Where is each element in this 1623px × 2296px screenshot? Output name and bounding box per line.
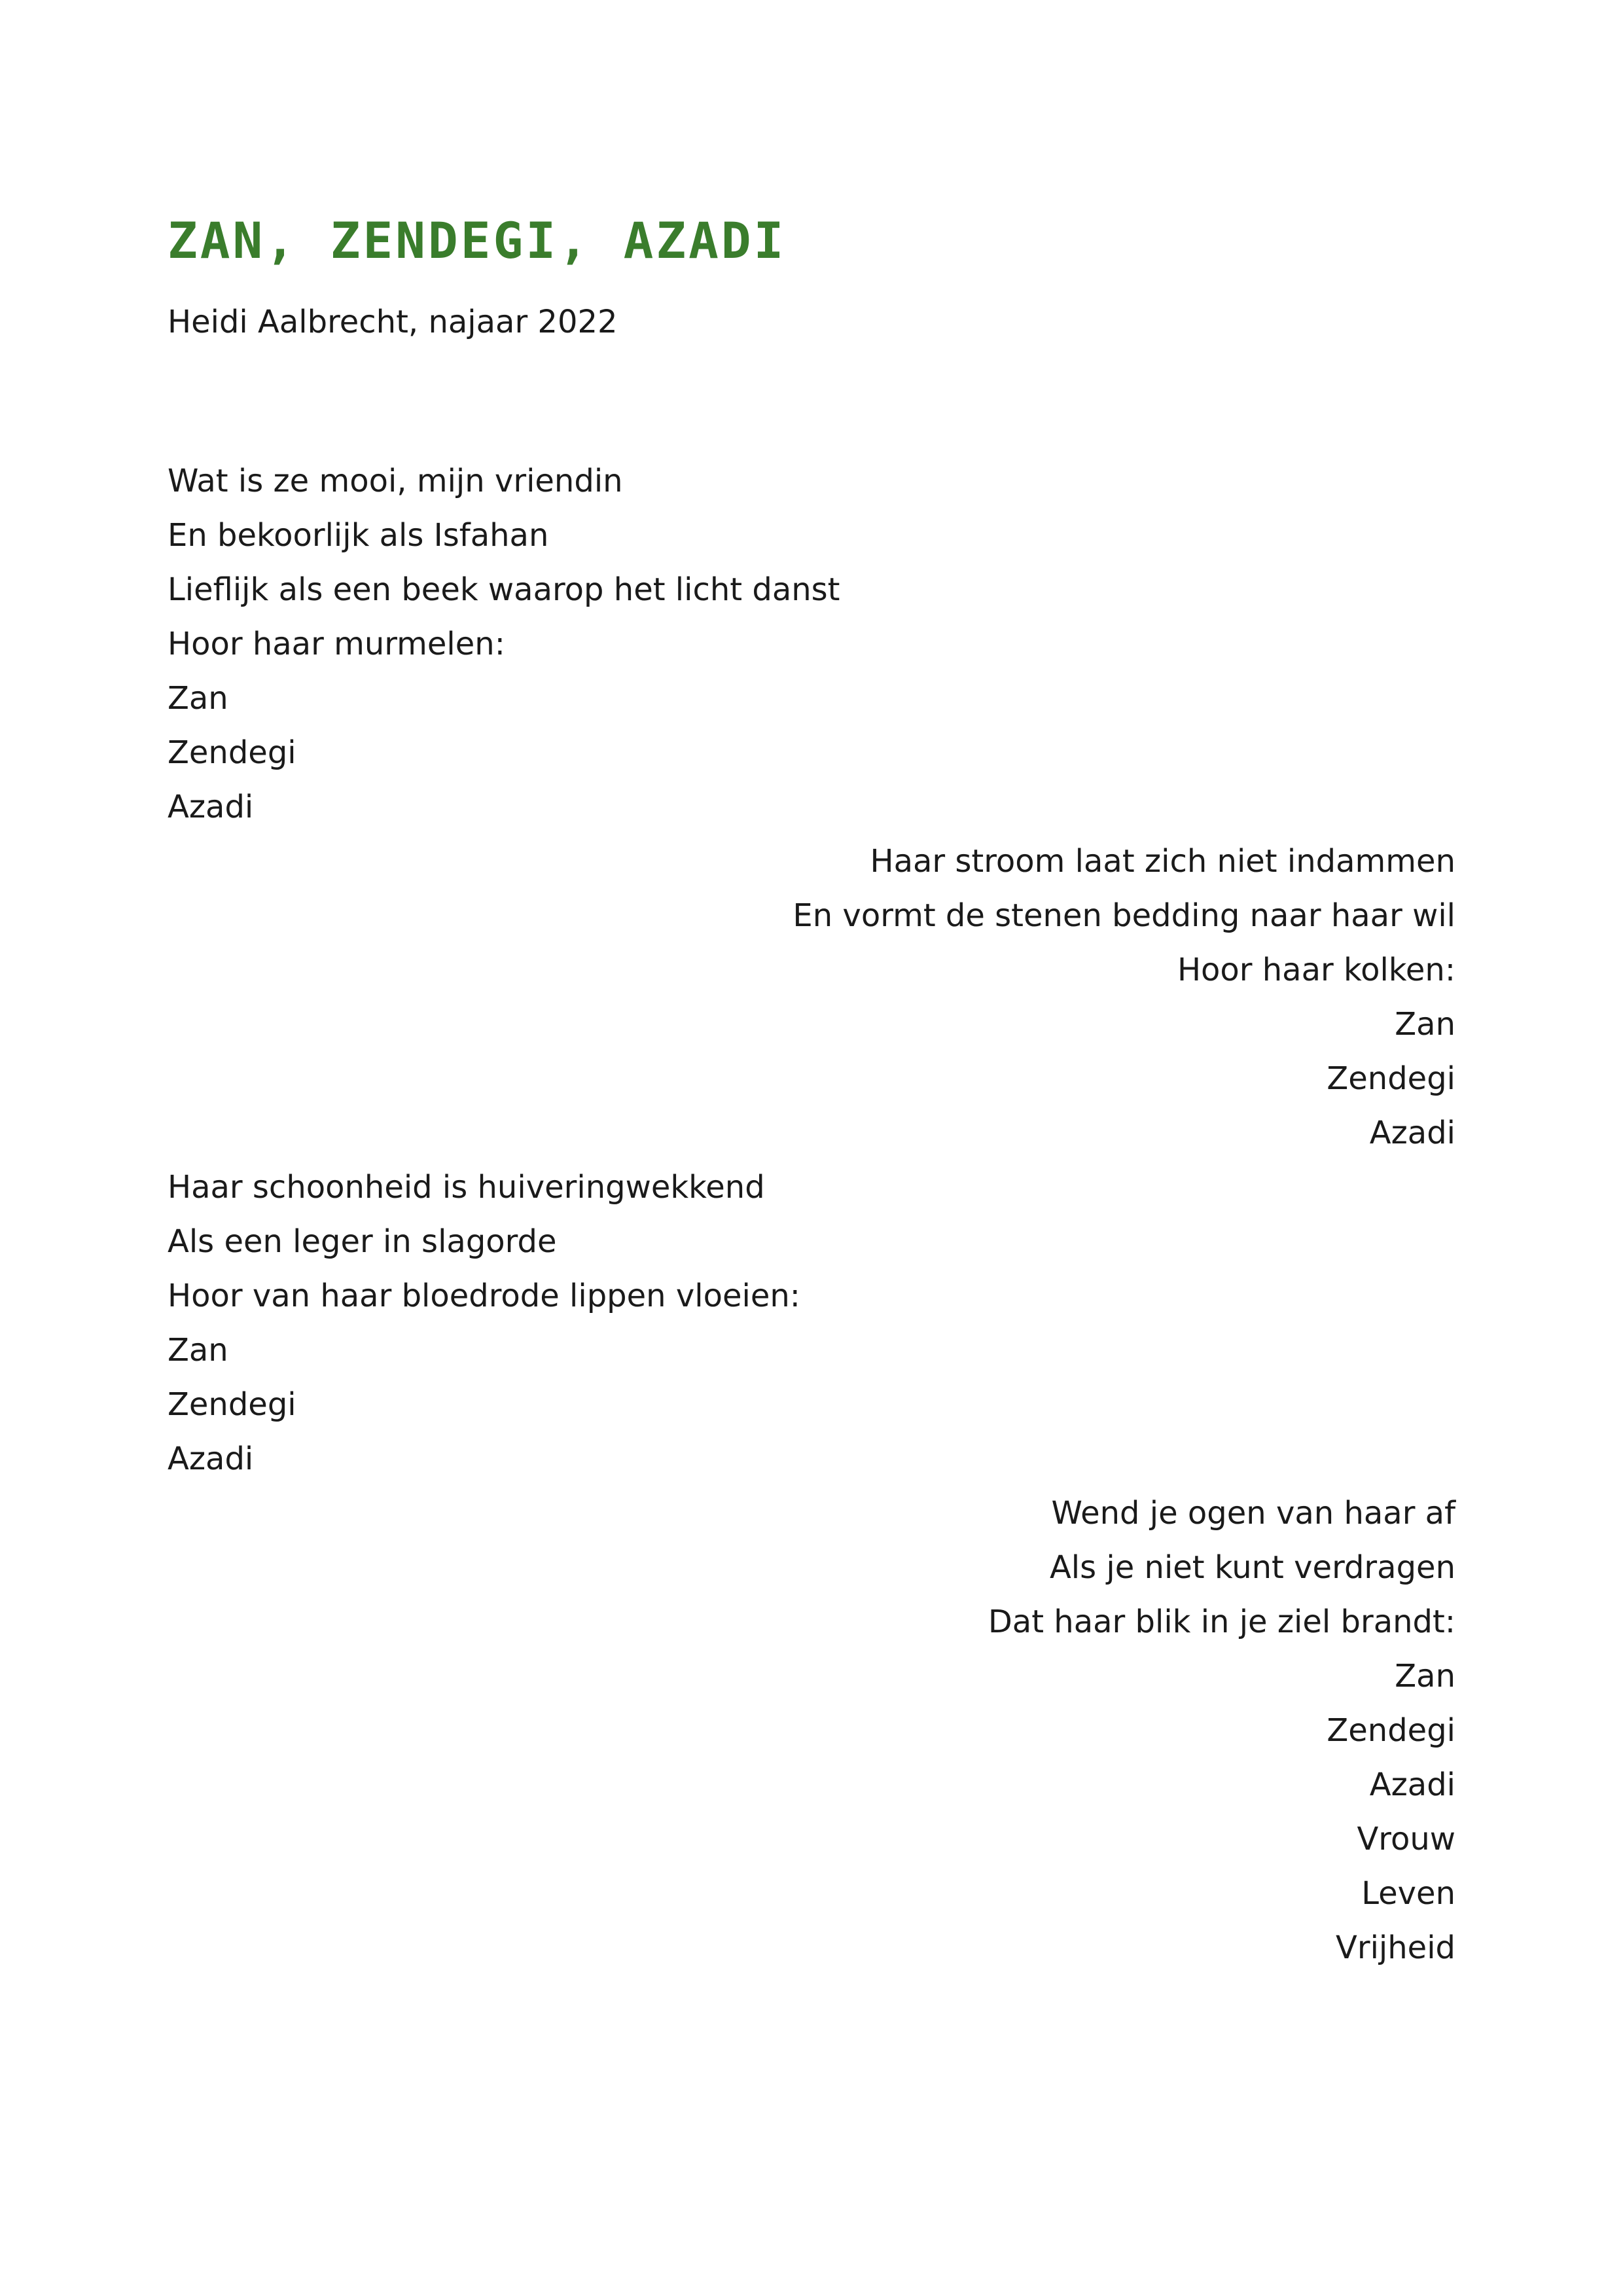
- poem-line: Zan: [168, 680, 228, 717]
- poem-line: Wat is ze mooi, mijn vriendin: [168, 463, 623, 499]
- poem-line: Haar stroom laat zich niet indammen: [870, 843, 1455, 880]
- poem-line: Azadi: [1369, 1115, 1455, 1151]
- poem-line: Azadi: [168, 789, 254, 825]
- poem-line: Wend je ogen van haar af: [1051, 1495, 1455, 1532]
- poem-line: Hoor van haar bloedrode lippen vloeien:: [168, 1278, 800, 1314]
- stanza-4: [168, 1486, 1455, 1975]
- poem-line: Azadi: [168, 1441, 254, 1477]
- poem-line: Vrouw: [1357, 1821, 1455, 1857]
- poem-line: Zendegi: [168, 1386, 296, 1423]
- poem-line: En bekoorlijk als Isfahan: [168, 517, 549, 554]
- poem-line: Vrijheid: [1336, 1929, 1455, 1966]
- poem-line: En vormt de stenen bedding naar haar wil: [793, 897, 1455, 934]
- poem-line: Hoor haar murmelen:: [168, 626, 505, 662]
- poem-line: Zan: [1395, 1658, 1455, 1695]
- poem-author-date: Heidi Aalbrecht, najaar 2022: [168, 304, 618, 340]
- stanza-3: [168, 1160, 1455, 1486]
- poem-line: Lieflijk als een beek waarop het licht danst: [168, 571, 840, 608]
- poem-line: Als je niet kunt verdragen: [1049, 1549, 1455, 1586]
- poem-line: Zendegi: [168, 734, 296, 771]
- poem-title: ZAN, ZENDEGI, AZADI: [168, 211, 787, 270]
- poem-line: Hoor haar kolken:: [1177, 952, 1455, 988]
- poem-body: [168, 454, 1455, 1975]
- poem-line: Zendegi: [1327, 1060, 1455, 1097]
- poem-line: Als een leger in slagorde: [168, 1223, 557, 1260]
- poem-line: Zendegi: [1327, 1712, 1455, 1749]
- poem-line: Dat haar blik in je ziel brandt:: [988, 1604, 1455, 1640]
- stanza-2: [168, 834, 1455, 1160]
- poem-line: Zan: [168, 1332, 228, 1369]
- poem-line: Leven: [1361, 1875, 1455, 1912]
- stanza-1: [168, 454, 1455, 834]
- poem-line: Azadi: [1369, 1767, 1455, 1803]
- poem-line: Haar schoonheid is huiveringwekkend: [168, 1169, 765, 1206]
- poem-line: Zan: [1395, 1006, 1455, 1043]
